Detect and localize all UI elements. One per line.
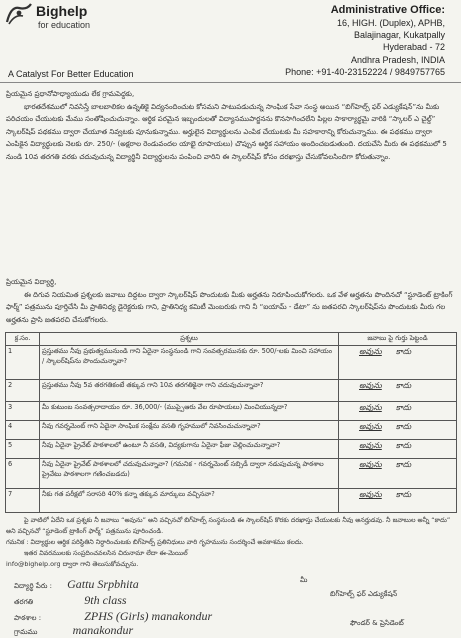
row-number: 5 — [6, 440, 40, 459]
question-text: నీకు గత పరీక్షలో సరాసరి 40% కన్నా తక్కువ మార్కులు వచ్చినవా? — [40, 489, 339, 513]
letter-salutation: ప్రియమైన ప్రధానోపాధ్యాయుడు లేక గ్రామపెద్దకు, — [6, 90, 135, 98]
table-row — [6, 459, 457, 489]
class-value[interactable]: 9th class — [84, 593, 127, 607]
answer-cell[interactable] — [339, 346, 457, 380]
column-header: ప్రశ్నలు — [40, 333, 339, 346]
answer-no[interactable]: కాదు — [395, 403, 412, 412]
village-value[interactable]: manakondur — [72, 623, 134, 637]
question-text: మీ కుటుంబ సంవత్సరాదాయం రూ. 36,000/- (ముప్పైఆరు వేల రూపాయలు) మించియున్నదా? — [40, 402, 339, 421]
row-number: 7 — [6, 489, 40, 513]
question-text: ప్రస్తుతము నీవు 5వ తరగతికంటే తక్కువ గాని 10వ తరగతికైనా గాని చదువుచున్నావా? — [40, 380, 339, 402]
question-text: నీవు ఏదైనా ప్రైవేట్ పాఠశాలలో ఉంటూ నీ వసతి, విద్యకుగాను ఏదైనా ఫీజు చెల్లించుచున్నావా? — [40, 440, 339, 459]
office-address — [225, 3, 445, 78]
class-label: తరగతి — [14, 598, 34, 606]
bighelp-logo-icon — [5, 2, 33, 26]
contact-note: ఇతర వివరములకు సంప్రదించవలసిన చిరునామా లేదా ఈ-మెయిల్ — [24, 549, 188, 557]
answer-cell[interactable] — [339, 440, 457, 459]
table-row — [6, 402, 457, 421]
office-line: Andhra Pradesh, INDIA — [350, 54, 445, 65]
answer-yes[interactable]: అవును — [359, 347, 382, 356]
row-number: 1 — [6, 346, 40, 380]
student-name-label: విద్యార్థి పేరు : — [14, 582, 52, 590]
village-label: గ్రామము — [14, 628, 38, 636]
brand-subtitle: for education — [38, 20, 91, 30]
answer-no[interactable]: కాదు — [395, 381, 412, 390]
answer-yes[interactable]: అవును — [359, 422, 382, 431]
eligibility-table — [5, 332, 457, 513]
brand-name: Bighelp — [36, 3, 88, 19]
answer-no[interactable]: కాదు — [395, 422, 412, 431]
sign-title: ఫౌండర్ & ప్రెసిడెంట్ — [350, 619, 404, 627]
eligibility-note: పై వాటిలో ఏదేని ఒక ప్రశ్నకు నీ జవాబు “అవును” అని వచ్చినచో బిగ్‌హెల్ప్ సంస్థనుండి ఈ స్కాలర్‌షిప్ కొరకు దరఖాస్తు చేయుటకు నీవు అనర్హుడవు. నీ జవాబుల అన్నీ “కాదు” అని వచ్చినచో “స్టూడెంట్ ట్రాకింగ్ ఫార్మ్” పత్రమును పూరించండి. — [6, 516, 451, 535]
answer-cell[interactable] — [339, 402, 457, 421]
header-divider — [0, 82, 461, 83]
office-title: Administrative Office: — [330, 4, 445, 16]
table-row — [6, 346, 457, 380]
answer-yes[interactable]: అవును — [359, 490, 382, 499]
row-number: 2 — [6, 380, 40, 402]
sign-prefix: మీ — [300, 576, 308, 584]
answer-cell[interactable] — [339, 380, 457, 402]
student-name-value[interactable]: Gattu Srpbhita — [67, 577, 139, 591]
school-label: పాఠశాల : — [14, 614, 42, 622]
answer-yes[interactable]: అవును — [359, 381, 382, 390]
visit-note: గమనిక : విద్యార్థుల ఆర్థిక పరిస్థితిని నిర్ధారించుటకు బిగ్‌హెల్ప్ ప్రతినిధులు వారి గృహమును సందర్శించే అవకాశము కలదు. — [6, 538, 304, 546]
table-header-row — [6, 333, 457, 346]
answer-cell[interactable] — [339, 421, 457, 440]
letter-paragraph-1: భారతదేశములో నివసిస్తే బాలబాలికల ఉన్నతికై విద్యనందించుట కోసమని పాటుపడుచున్న సాంఘిక సేవా సంస్థ అయిన “బిగ్‌హెల్ప్ ఫర్ ఎడ్యుకేషన్”ను మీకు పరిచయం చేయుటకు మేము సంతోషించుచున్నాం. ఆర్థిక పరమైన ఇబ్బందులతో విద్యాసముపార్జనను కొనసాగించలేని పిల్లల సాకార్యార్థమై వారికి “స్కాలర్‌ ఎ చైల్డ్” స్కాలర్‌షిప్ పథకము ద్వారా చేయూత నివ్వటకు పూనుకున్నాము. అర్హులైన విద్యార్థులను ఎంపిక చేయుటకు మీ సహకారాన్ని కోరుచున్నాము. ఈ పథకము ద్వారా ఎంపికైన విద్యార్థులకు నెలకు రూ. 250/- (అక్షరాల రెండువందల యాభై రూపాయలు) చొప్పున ఆర్థిక సహాయం అందించబడుతుంది. దయచేసి మీరు ఈ పథకములో 5 నుండి 10వ తరగతి వరకు చదువుచున్న విద్యార్థినీ విద్యార్థులను పంపించి వారిని ఈ స్కాలర్‌షిప్ కోసం దరఖాస్తు చేసుకోవలసిందిగా కోరుతున్నాం. — [6, 103, 447, 161]
sign-organization: బిగ్‌హెల్ప్ ఫర్ ఎడ్యుకేషన్ — [330, 590, 398, 598]
answer-cell[interactable] — [339, 459, 457, 489]
answer-cell[interactable] — [339, 489, 457, 513]
table-row — [6, 440, 457, 459]
question-text: ప్రస్తుతము నీవు ప్రభుత్వమునుండి గాని ఏదైనా సంస్థనుండి గాని సంవత్సరమునకు రూ. 500/-లకు మించి సహాయం / స్కాలర్‌షిప్‌ను పొందుచున్నావా? — [40, 346, 339, 380]
row-number: 3 — [6, 402, 40, 421]
answer-no[interactable]: కాదు — [395, 490, 412, 499]
column-header: క్ర.సం. — [6, 333, 40, 346]
table-row — [6, 421, 457, 440]
row-number: 4 — [6, 421, 40, 440]
office-phone: Phone: +91-40-23152224 / 9849757765 — [285, 66, 445, 77]
answer-no[interactable]: కాదు — [395, 460, 412, 469]
row-number: 6 — [6, 459, 40, 489]
answer-yes[interactable]: అవును — [359, 441, 382, 450]
table-row — [6, 380, 457, 402]
answer-yes[interactable]: అవును — [359, 460, 382, 469]
contact-email[interactable]: info@bighelp.org ద్వారా గాని తెలుసుకోవచ్చును. — [6, 560, 139, 568]
column-header: జవాబు పై గుర్తు పెట్టండి — [339, 333, 457, 346]
question-text: నీవు గవర్నమెంట్ గాని ఏదైనా సాంఘిక సంక్షేమ వసతి గృహములో నివసించుచున్నావా? — [40, 421, 339, 440]
answer-yes[interactable]: అవును — [359, 403, 382, 412]
village-field[interactable] — [14, 619, 133, 638]
school-value[interactable]: ZPHS (Girls) manakondur — [84, 609, 213, 623]
office-line: Balajinagar, Kukatpally — [353, 30, 445, 41]
answer-no[interactable]: కాదు — [395, 347, 412, 356]
letter-paragraph-2: ఈ దిగువ నియమిత ప్రశ్నలకు జవాబు దిద్దటం ద్వారా స్కాలర్‌షిప్ పొందుటకు మీకు అర్హతను నిరూపించుకోగలరు. ఒక వేళ అర్హతను పొందినచో “స్టూడెంట్ ట్రాకింగ్ ఫార్మ్” పత్రమును పూర్తిచేసి మీ ప్రాతినిధ్య డైరెక్టరుకు గాని, ప్రాతినిధ్య కమిటీ మెంబరుకు గాని నీ “ఐయామ్ - డేటా” ను జతపరచి స్కాలర్‌షిప్‌ను పొందుటకు మీరు గల అర్హతను ప్రాసి జతపరచి చేసుకోగలరు. — [6, 291, 453, 324]
question-text: నీవు ఏదైనా ప్రైవేట్ పాఠశాలలో చదువుచున్నావా? (గమనిక - గవర్నమెంట్ సబ్సిడీ ద్వారా నడుపుచున్న పాఠశాల ప్రైవేటు పాఠశాలగా గణించబడదు) — [40, 459, 339, 489]
office-line: Hyderabad - 72 — [382, 42, 445, 53]
tagline: A Catalyst For Better Education — [8, 69, 134, 79]
student-salutation: ప్రియమైన విద్యార్థి, — [6, 278, 57, 286]
answer-no[interactable]: కాదు — [395, 441, 412, 450]
office-line: 16, HIGH. (Duplex), APHB, — [336, 18, 445, 28]
table-row — [6, 489, 457, 513]
